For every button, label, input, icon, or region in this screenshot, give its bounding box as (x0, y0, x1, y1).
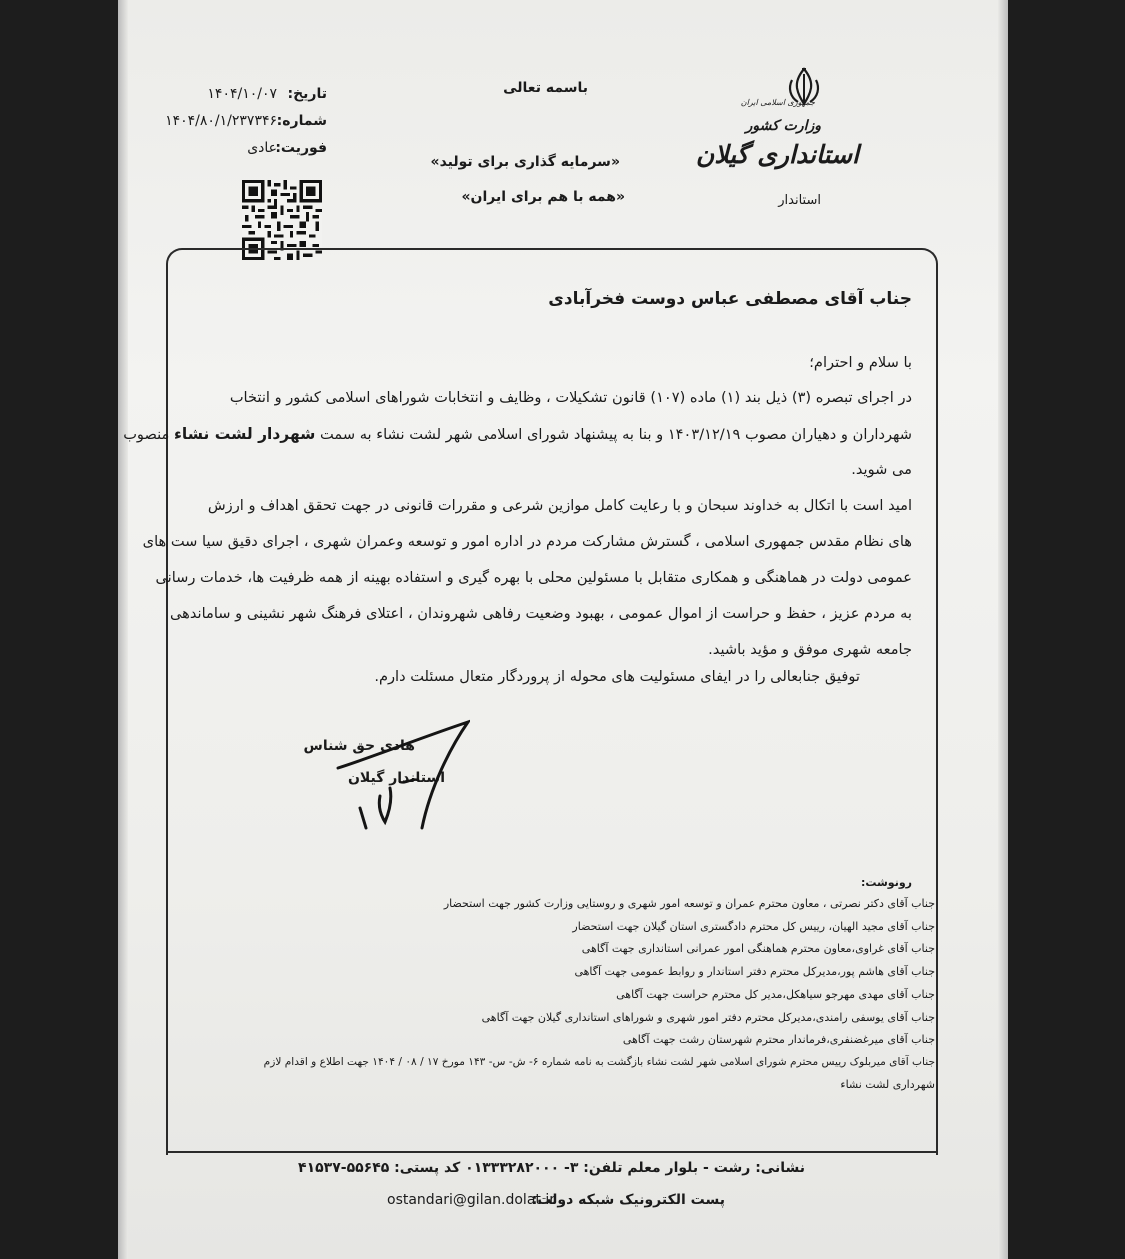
number-value: ۱۴۰۴/۸۰/۱/۲۳۷۳۴۶ (165, 113, 277, 129)
office-name: استانداری گیلان (695, 140, 859, 169)
paragraph-line-text: شهرداران و دهیاران مصوب ۱۴۰۳/۱۲/۱۹ و بنا به پیشنهاد شورای اسلامی شهر لشت نشاء به سمت (315, 426, 912, 443)
cc-item: جناب آقای هاشم پور،مدیرکل محترم دفتر استاندار و روابط عمومی جهت آگاهی (574, 965, 935, 978)
sheet-edge-left (118, 0, 128, 1259)
paragraph-line: در اجرای تبصره (۳) ذیل بند (۱) ماده (۱۰۷) قانون تشکیلات ، وظایف و انتخابات شوراهای اسلامی کشور و انتخاب (229, 389, 912, 406)
priority-label: فوریت: (275, 140, 327, 156)
priority-value: عادی (247, 140, 277, 156)
invocation-heading: باسمه تعالی (503, 80, 588, 96)
slogan-production: «سرمایه گذاری برای تولید» (430, 154, 620, 170)
cc-item: جناب آقای غراوی،معاون محترم هماهنگی امور عمرانی استانداری جهت آگاهی (581, 942, 935, 955)
ministry-name: وزارت کشور (745, 118, 821, 134)
cc-item: شهرداری لشت نشاء (840, 1078, 935, 1091)
footer-email[interactable]: ostandari@gilan.dolat.ir (387, 1192, 555, 1208)
appointed-position: شهردار لشت نشاء (173, 425, 316, 443)
cc-item: جناب آقای مجید الهیان، رییس کل محترم دادگستری استان گیلان جهت استحضار (572, 920, 935, 933)
cc-item: جناب آقای میربلوک رییس محترم شورای اسلامی شهر لشت نشاء بازگشت به نامه شماره ۶- ش- س- ۱۴۳ مورخ ۱۷ / ۰۸ / ۱۴۰۴ جهت اطلاع و اقدام لازم (263, 1056, 935, 1068)
paragraph-line: می شوید. (851, 461, 912, 478)
paragraph-line: به مردم عزیز ، حفظ و حراست از اموال عمومی ، بهبود وضعیت رفاهی شهروندان ، اعتلای فرهنگ شهر نشینی و ساماندهی (170, 605, 912, 622)
date-label: تاریخ: (287, 86, 327, 102)
cc-label: رونوشت: (860, 876, 912, 889)
date-value: ۱۴۰۴/۱۰/۰۷ (207, 86, 277, 102)
cc-item: جناب آقای یوسفی رامندی،مدیرکل محترم دفتر امور شهری و شوراهای استانداری گیلان جهت آگاهی (481, 1011, 935, 1024)
signatory-title: استاندار گیلان (347, 770, 445, 786)
signatory-name: هادی حق شناس (303, 738, 415, 754)
footer-email-label: پست الکترونیک شبکه دولت: (531, 1192, 725, 1208)
greeting: با سلام و احترام؛ (809, 354, 912, 371)
number-label: شماره: (276, 113, 327, 129)
emblem-caption: جمهوری اسلامی ایران (740, 98, 815, 107)
office-role: استاندار (778, 193, 821, 208)
closing-sentence: توفیق جنابعالی را در ایفای مسئولیت های محوله از پروردگار متعال مسئلت دارم. (374, 668, 860, 685)
cc-item: جناب آقای مهدی مهرجو سیاهکل،مدیر کل محترم حراست جهت آگاهی (616, 988, 935, 1001)
paragraph-line: جامعه شهری موفق و مؤید باشید. (708, 641, 912, 658)
footer-address: نشانی: رشت - بلوار معلم تلفن: ۳- ۰۱۳۳۳۲۸۲۰۰۰ کد پستی: ۵۵۶۴۵-۴۱۵۳۷ (298, 1160, 805, 1176)
slogan-together: «همه با هم برای ایران» (461, 189, 625, 205)
cc-item: جناب آقای میرغضنفری،فرماندار محترم شهرستان رشت جهت آگاهی (622, 1033, 935, 1046)
paragraph-wishes (143, 488, 912, 668)
paragraph-line: امید است با اتکال به خداوند سبحان و با رعایت کامل موازین شرعی و مقررات قانونی در جهت تحقق اهداف و ارزش (207, 497, 912, 514)
paragraph-line-text: منصوب (123, 426, 174, 443)
paragraph-line: عمومی دولت در هماهنگی و همکاری متقابل با مسئولین محلی با بهره گیری و استفاده بهینه از همه ظرفیت ها، خدمات رسانی (155, 569, 912, 586)
paragraph-line (123, 416, 912, 452)
handwritten-signature (330, 718, 470, 838)
paragraph-line: های نظام مقدس جمهوری اسلامی ، گسترش مشارکت مردم در اداره امور و توسعه وعمران شهری ، اجرای دقیق سیا ست های (142, 533, 912, 550)
sheet-edge-right (998, 0, 1008, 1259)
letter-frame-bottom (166, 1151, 936, 1153)
recipient-name: جناب آقای مصطفی عباس دوست فخرآبادی (548, 289, 912, 309)
cc-item: جناب آقای دکتر نصرتی ، معاون محترم عمران و توسعه امور شهری و روستایی وزارت کشور جهت استحضار (443, 897, 935, 910)
paragraph-appointment (123, 380, 912, 488)
